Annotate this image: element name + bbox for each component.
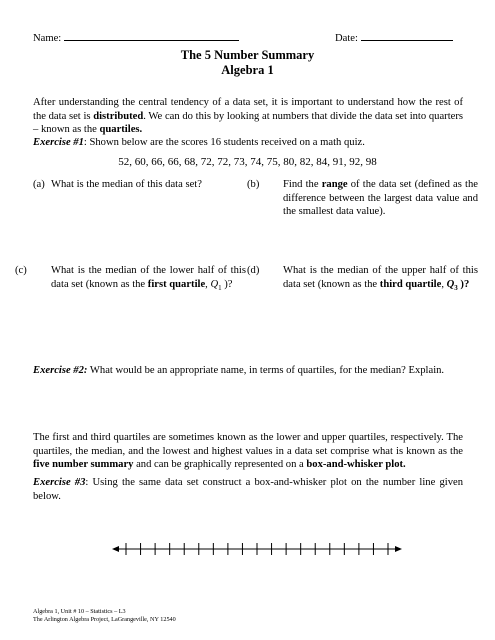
left-arrow-icon [112, 546, 119, 552]
summary-paragraph: The first and third quartiles are sometimes known as the lower and upper quartiles, respectively. The quartiles, the median, and the lowest and highest values in a data set comprise what is known as the five number summary and can be graphically represented on a box-and-whisker plot. [33, 432, 463, 470]
exercise-1-data: 52, 60, 66, 66, 68, 72, 72, 73, 74, 75, 80, 82, 84, 91, 92, 98 [118, 156, 377, 168]
right-arrow-icon [395, 546, 402, 552]
question-c: (c) What is the median of the lower half of this data set (known as the first quartile, $Q_1$ )? [15, 265, 246, 292]
page-title: The 5 Number Summary [180, 48, 315, 62]
footer-line-2: The Arlington Algebra Project, LaGrangeville, NY 12540 [33, 616, 176, 623]
date-blank[interactable] [361, 31, 453, 41]
question-a: (a) What is the median of this data set? [33, 179, 202, 190]
number-line[interactable] [112, 538, 402, 560]
exercise-1-prompt: Exercise #1: Shown below are the scores 16 students received on a math quiz. [33, 137, 365, 148]
question-b: (b) Find the range of the data set (defined as the difference between the largest data value and the smallest data value). [247, 179, 478, 217]
question-d: (d) What is the median of the upper half of this data set (known as the third quartile, $Q_3$ )? [247, 265, 478, 292]
footer-line-1: Algebra 1, Unit # 10 – Statistics – L3 [33, 608, 126, 615]
exercise-3-prompt: Exercise #3: Using the same data set construct a box-and-whisker plot on the number line given below. [33, 477, 463, 502]
name-label: Name: [33, 33, 62, 44]
name-blank[interactable] [64, 31, 239, 41]
exercise-2-prompt: Exercise #2: What would be an appropriate name, in terms of quartiles, for the median? Explain. [33, 365, 445, 376]
date-line [335, 31, 453, 44]
date-label: Date: [335, 33, 358, 44]
name-line [33, 31, 239, 44]
page-subtitle: Algebra 1 [221, 63, 274, 77]
intro-paragraph: After understanding the central tendency of a data set, it is important to understand how the rest of the data set is distributed. We can do this by looking at numbers that divide the data set into quarters – known as the quartiles. [33, 97, 463, 135]
